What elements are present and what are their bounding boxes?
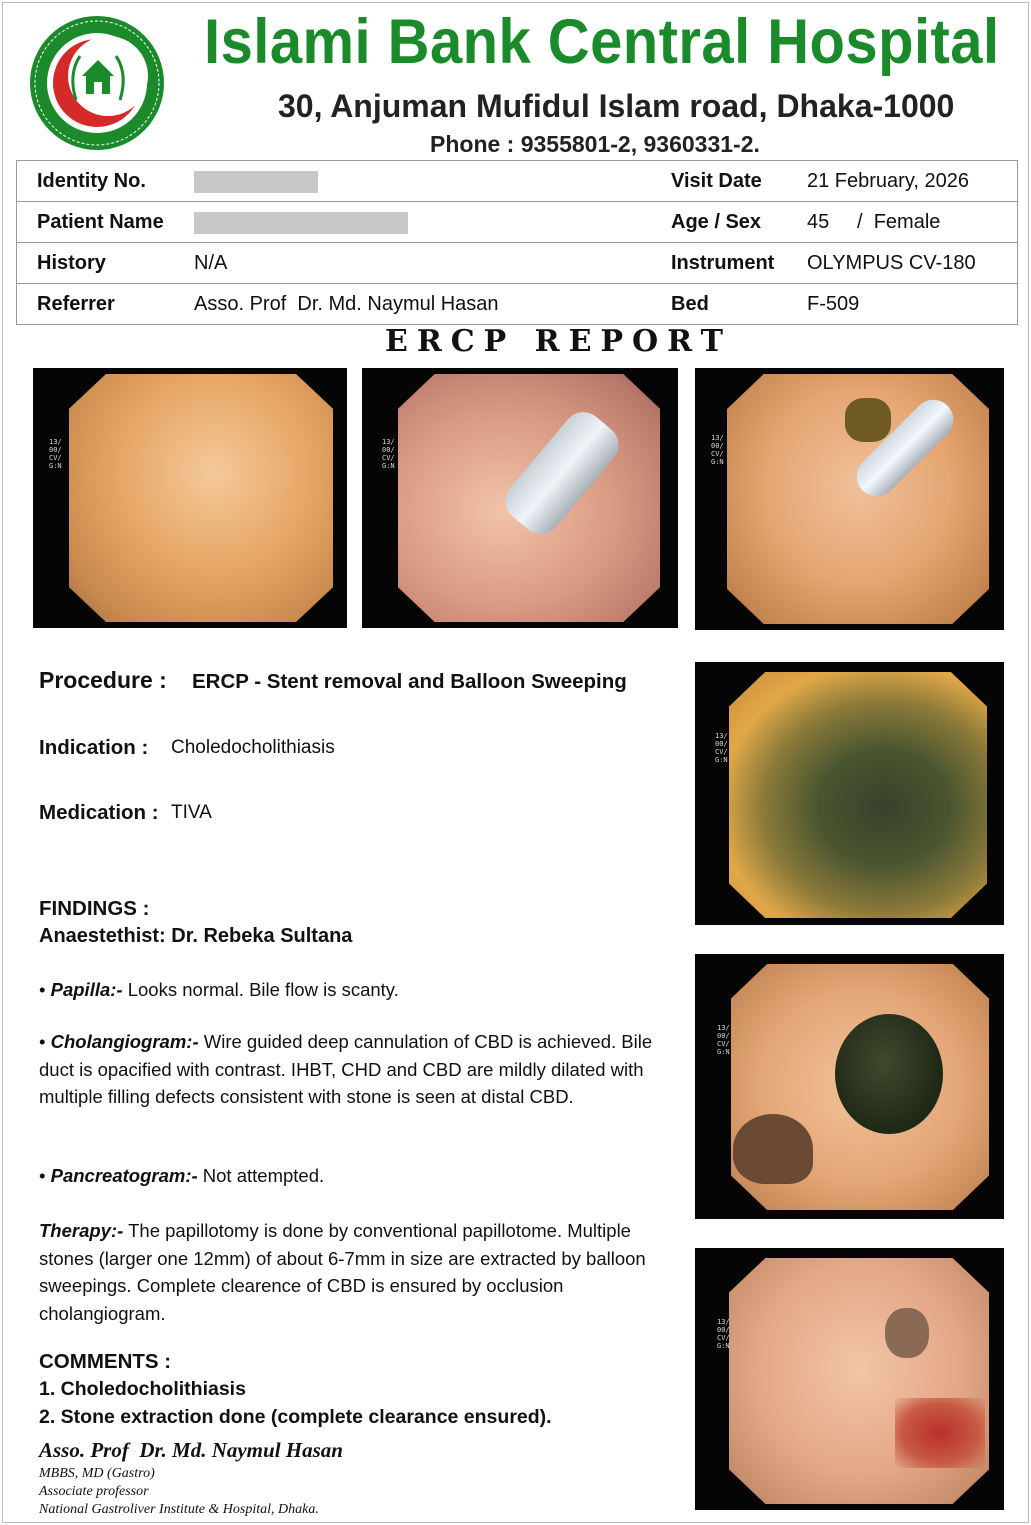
instrument-value: OLYMPUS CV-180 — [807, 252, 976, 274]
indication-value: Choledocholithiasis — [171, 737, 335, 758]
endoscopy-image-2: 13/ 00/ CV/ G:N — [362, 368, 678, 628]
info-row-identity — [17, 161, 1017, 202]
hospital-name: Islami Bank Central Hospital — [204, 7, 1000, 77]
endoscopy-image-1: 13/ 00/ CV/ G:N — [33, 368, 347, 628]
signature-degree: MBBS, MD (Gastro) — [39, 1466, 155, 1481]
age-sex-label: Age / Sex — [671, 211, 762, 233]
comments-heading: COMMENTS : — [39, 1350, 172, 1373]
hospital-phone: Phone : 9355801-2, 9360331-2. — [430, 131, 760, 157]
report-title: ERCP REPORT — [385, 324, 732, 359]
procedure-label: Procedure : — [39, 667, 167, 693]
visit-date-value: 21 February, 2026 — [807, 170, 969, 192]
info-row-history — [17, 243, 1017, 284]
history-label: History — [37, 252, 106, 274]
comment-item-2: 2. Stone extraction done (complete clearance ensured). — [39, 1406, 552, 1428]
therapy-paragraph — [39, 1217, 669, 1327]
cholangiogram-text: Wire guided deep cannulation of CBD is achieved. Bile duct is opacified with contrast. IHBT, CHD and CBD are mildly dilated with multiple filling defects consistent with stone is seen at distal CBD. — [39, 1031, 653, 1107]
papilla-paragraph: • Papilla:- Looks normal. Bile flow is scanty. — [39, 979, 399, 1000]
age-sex-value: 45 / Female — [807, 211, 941, 233]
signature-institute: National Gastroliver Institute & Hospital, Dhaka. — [39, 1502, 319, 1517]
pancreatogram-text: Not attempted. — [197, 1165, 325, 1186]
instrument-label: Instrument — [671, 252, 775, 274]
cholangiogram-paragraph: • Cholangiogram:- Wire guided deep cannulation of CBD is achieved. Bile duct is opacified with contrast. IHBT, CHD and CBD are mildly dilated with multiple filling defects consistent with stone is seen at distal CBD. — [39, 1031, 653, 1107]
signature-title: Associate professor — [39, 1484, 149, 1499]
cholangiogram-label: Cholangiogram:- — [50, 1031, 199, 1052]
hospital-address: 30, Anjuman Mufidul Islam road, Dhaka-1000 — [278, 88, 955, 124]
hospital-logo — [28, 14, 166, 152]
patient-name-redaction — [194, 212, 408, 234]
pancreatogram-label: Pancreatogram:- — [50, 1165, 198, 1186]
bed-value: F-509 — [807, 293, 860, 315]
endoscopy-image-3: 13/ 00/ CV/ G:N — [695, 368, 1004, 630]
papilla-label: Papilla:- — [50, 979, 123, 1000]
procedure-value: ERCP - Stent removal and Balloon Sweeping — [192, 670, 627, 693]
indication-label: Indication : — [39, 736, 149, 759]
anaesthetist-line: Anaestethist: Dr. Rebeka Sultana — [39, 925, 353, 947]
visit-date-label: Visit Date — [671, 170, 762, 192]
info-row-patient — [17, 202, 1017, 243]
comment-item-1: 1. Choledocholithiasis — [39, 1378, 246, 1400]
medication-label: Medication : — [39, 801, 159, 824]
patient-info-table — [16, 160, 1018, 325]
patient-name-label: Patient Name — [37, 211, 164, 233]
endoscopy-image-6: 13/ 00/ CV/ G:N — [695, 1248, 1004, 1510]
medication-value: TIVA — [171, 802, 212, 823]
referrer-label: Referrer — [37, 293, 115, 315]
info-row-referrer — [17, 284, 1017, 324]
therapy-text: The papillotomy is done by conventional papillotome. Multiple stones (larger one 12mm) of about 6-7mm in size are extracted by balloon sweepings. Complete clearence of CBD is ensured by occlusion cholangiogram. — [39, 1220, 646, 1324]
bed-label: Bed — [671, 293, 709, 315]
papilla-text: Looks normal. Bile flow is scanty. — [122, 979, 399, 1000]
referrer-value: Asso. Prof Dr. Md. Naymul Hasan — [194, 293, 499, 315]
endoscopy-image-5: 13/ 00/ CV/ G:N — [695, 954, 1004, 1219]
pancreatogram-paragraph: • Pancreatogram:- Not attempted. — [39, 1165, 325, 1186]
endoscopy-image-4: 13/ 00/ CV/ G:N — [695, 662, 1004, 925]
therapy-label: Therapy:- — [39, 1220, 124, 1241]
identity-redaction — [194, 171, 318, 193]
history-value: N/A — [194, 252, 228, 274]
findings-heading: FINDINGS : — [39, 897, 150, 920]
signature-name: Asso. Prof Dr. Md. Naymul Hasan — [39, 1438, 343, 1462]
identity-label: Identity No. — [37, 170, 146, 192]
